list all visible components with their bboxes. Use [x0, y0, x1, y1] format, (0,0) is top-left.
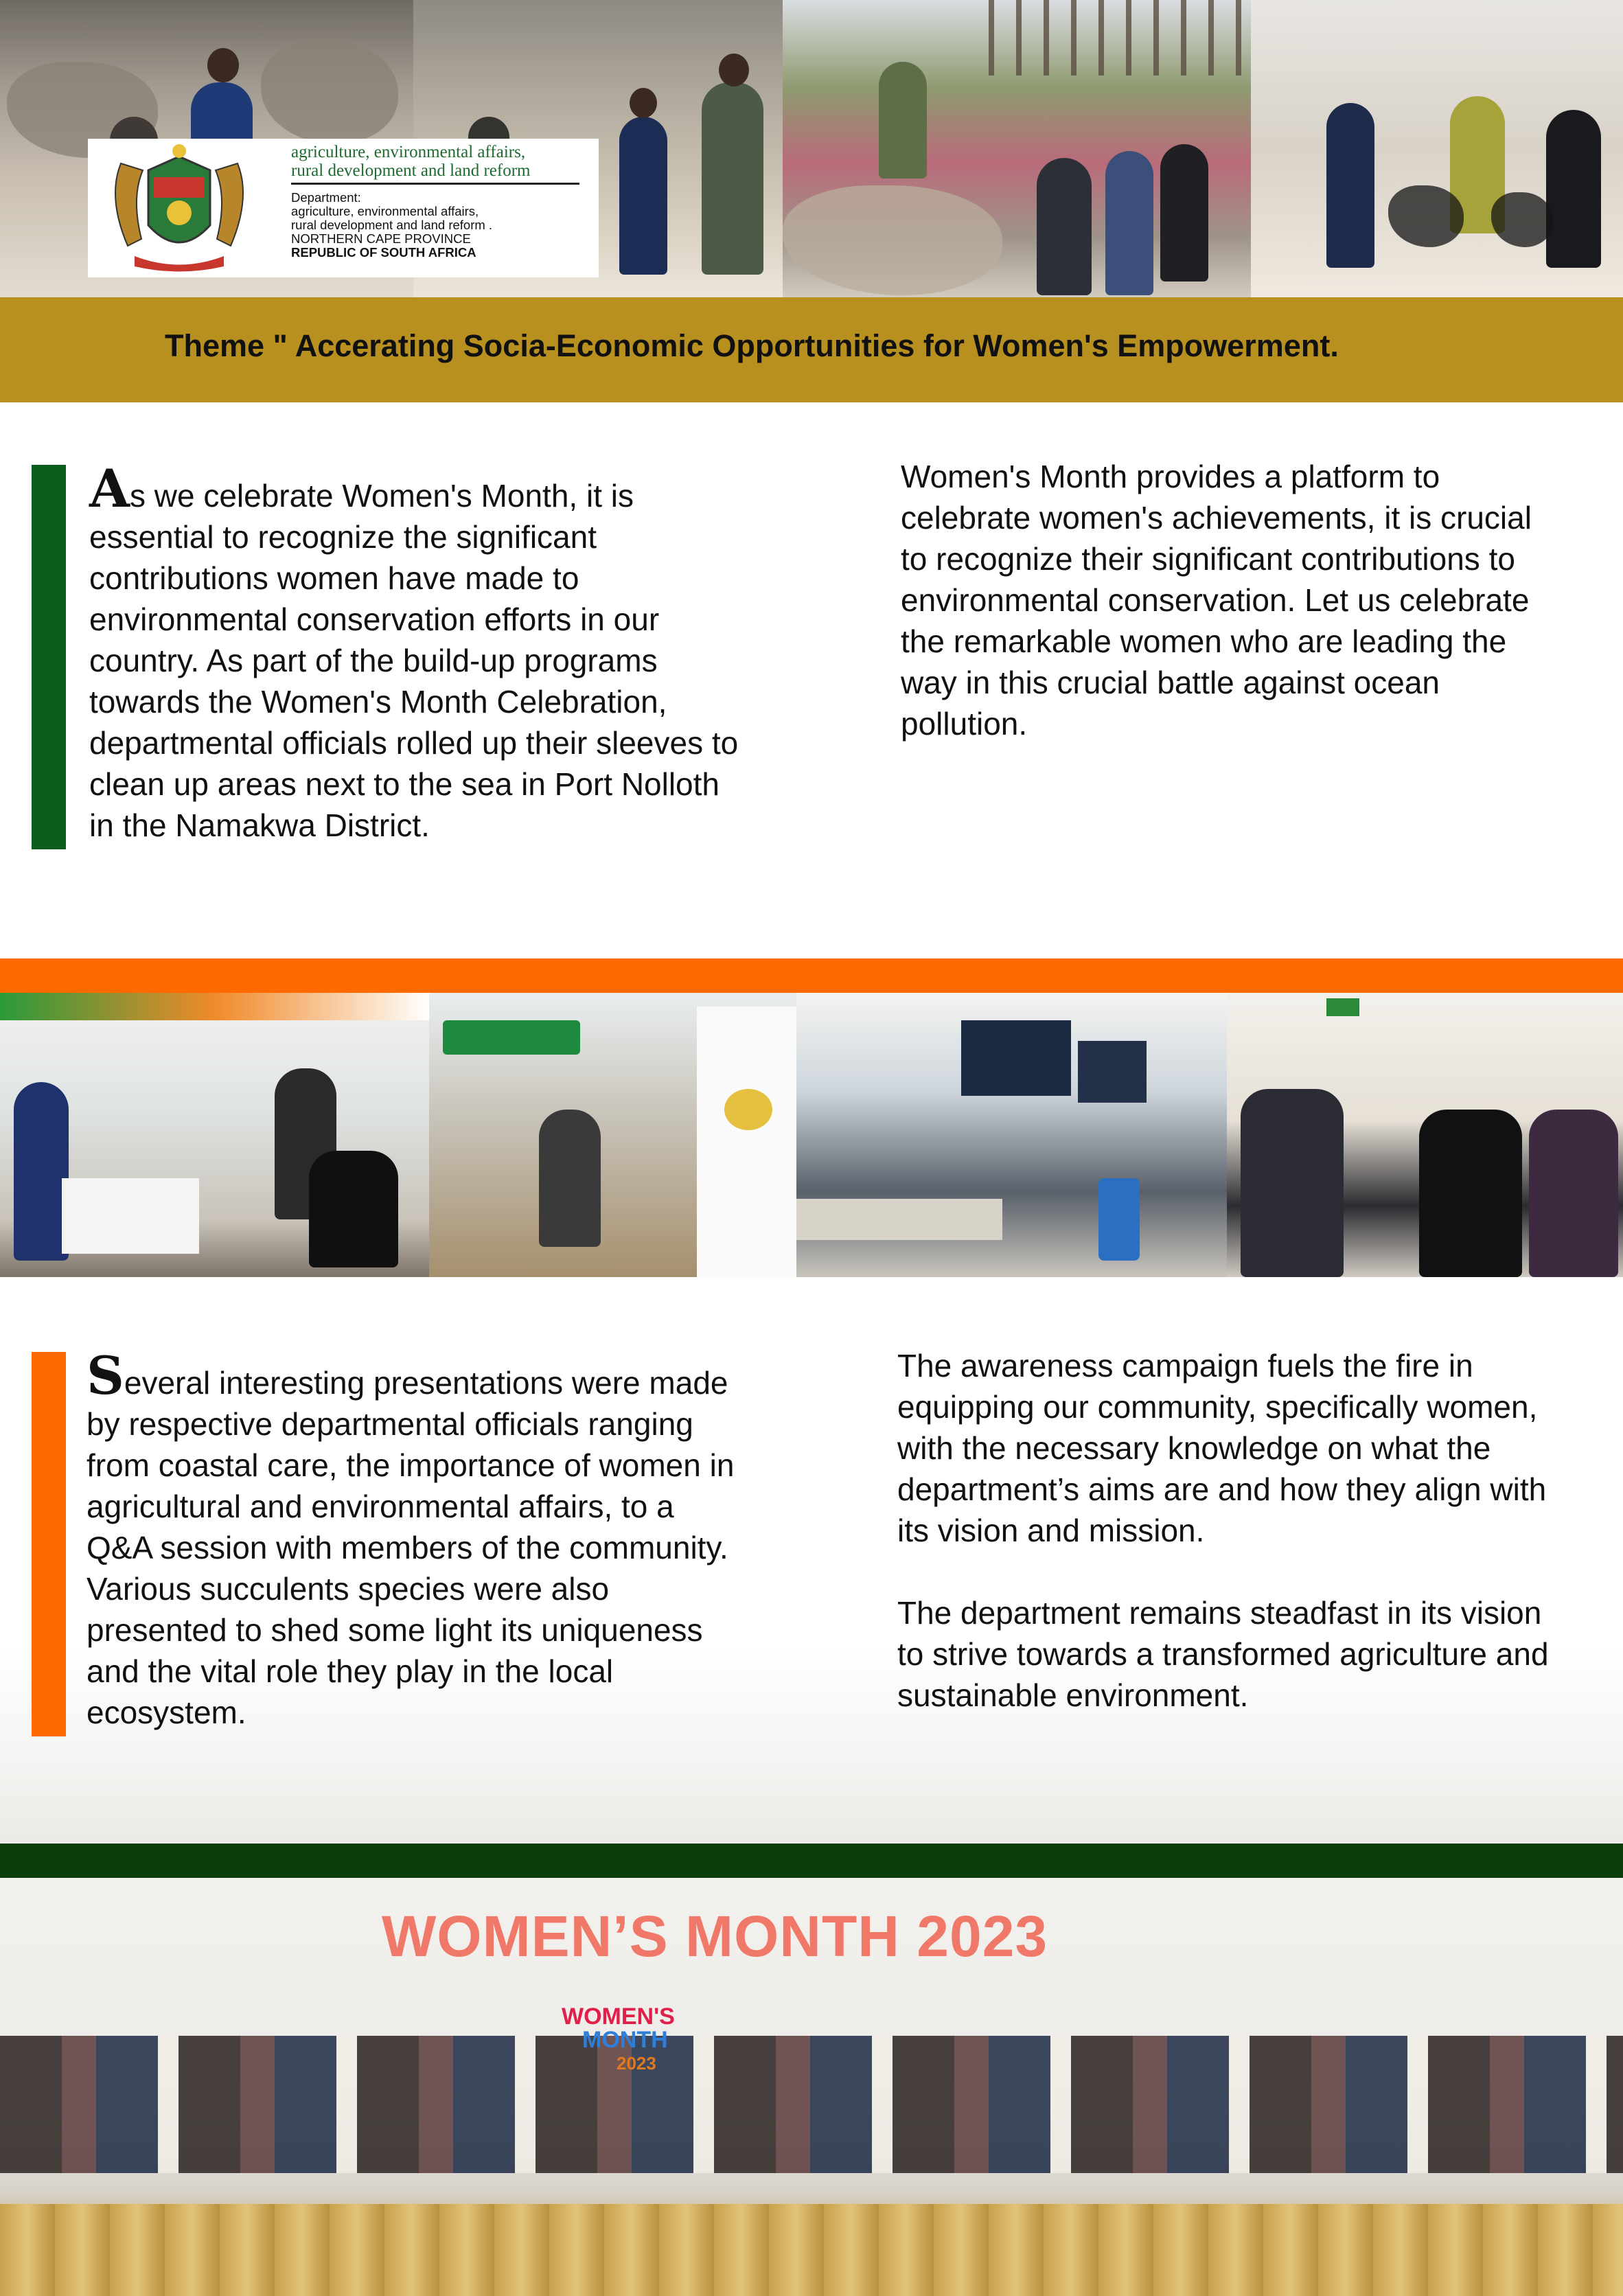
womens-month-logo-line-3: 2023 [617, 2053, 656, 2074]
logo-department-label: Department: [291, 190, 361, 205]
audience-photo [1227, 993, 1623, 1277]
logo-name-line-2: rural development and land reform [291, 161, 531, 180]
section1-dropcap: A [89, 458, 130, 519]
logo-department-line-1: agriculture, environmental affairs, [291, 204, 479, 218]
gold-table-cloth [0, 2204, 1623, 2296]
logo-province: NORTHERN CAPE PROVINCE [291, 231, 471, 246]
logo-country: REPUBLIC OF SOUTH AFRICA [291, 245, 476, 260]
beach-cleanup-photo-3 [783, 0, 1251, 297]
logo-divider [291, 183, 579, 185]
coat-of-arms-icon [93, 143, 265, 273]
exhibition-tent-photo [0, 993, 429, 1277]
section1-left-text: s we celebrate Women's Month, it is essential to recognize the significant contributions women have made to environmental conservation efforts in our country. As part of the build-up programs towards the Women's Month Celebration, departmental officials rolled up their sleeves to clean up areas next to the sea in Port Nolloth in the Namakwa District. [89, 478, 739, 843]
section2-right-paragraph-1: The awareness campaign fuels the fire in equipping our community, specifically women, with the necessary knowledge on what the department’s aims are and how they align with its vision and mission. [897, 1348, 1547, 1548]
womens-month-logo-line-1: WOMEN'S [562, 2004, 675, 2030]
womens-month-logo-line-2: MONTH [582, 2027, 668, 2053]
section1-right-paragraph: Women's Month provides a platform to celebrate women's achievements, it is crucial to recognize their significant contributions to environmental conservation. Let us celebrate the remarkable women who are leading the way in this crucial battle against ocean pollution. [901, 459, 1532, 742]
group-photo [796, 993, 1227, 1277]
theme-title: Theme " Accerating Socia-Economic Opportunities for Women's Empowerment. [165, 328, 1339, 363]
logo-name-line-1: agriculture, environmental affairs, [291, 143, 526, 161]
section1-left-paragraph [89, 458, 741, 846]
section2-dropcap: S [87, 1345, 124, 1406]
department-logo-card [88, 139, 599, 277]
green-divider-band [0, 1844, 1623, 1878]
section2-accent-bar [32, 1352, 66, 1736]
womens-month-banner-title: WOMEN’S MONTH 2023 [382, 1904, 1048, 1968]
exhibition-stall-photo [429, 993, 796, 1277]
orange-divider-band [0, 958, 1623, 993]
section2-left-paragraph [87, 1345, 746, 1733]
beach-cleanup-photo-4 [1251, 0, 1623, 297]
womens-month-logo [562, 2005, 675, 2075]
event-photo-strip [0, 993, 1623, 1277]
section2-right-paragraph-2: The department remains steadfast in its vision to strive towards a transformed agriculture and sustainable environment. [897, 1595, 1549, 1713]
section1-accent-bar [32, 465, 66, 849]
section2-left-text: everal interesting presentations were made by respective departmental officials ranging from coastal care, the importance of women in agricultural and environmental affairs, to a Q&A session with members of the community. Various succulents species were also presented to shed some light its uniqueness and the vital role they play in the local ecosystem. [87, 1365, 735, 1730]
logo-department-line-2: rural development and land reform . [291, 218, 493, 232]
